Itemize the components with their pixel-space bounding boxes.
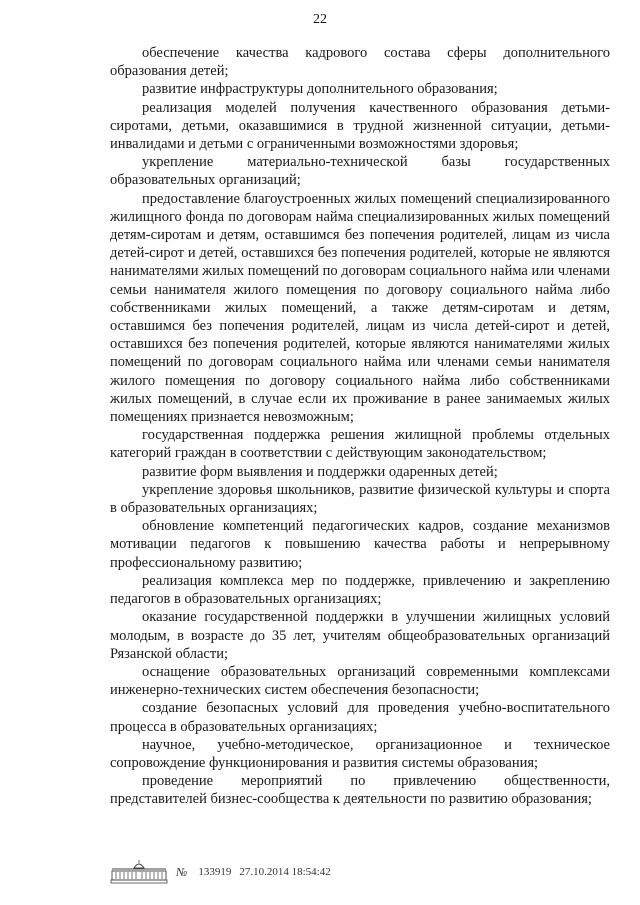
paragraph: обеспечение качества кадрового состава сферы дополнительного образования детей; (110, 45, 610, 80)
paragraph: реализация моделей получения качественного образования детьми-сиротами, детьми, оказавшимися в трудной жизненной ситуации, детьми-инвалидами и детьми с ограниченными возможностями здоровья; (110, 99, 610, 153)
paragraph: развитие форм выявления и поддержки одаренных детей; (142, 463, 498, 480)
paragraph: предоставление благоустроенных жилых помещений специализированного жилищного фонда по договорам найма специализированных жилых помещений детям-сиротам и детям, оставшимся без попечения родителей, лицам из числа детей-сирот и детей, оставшихся без попечения родителей, которые не являются нанимателями жилых помещений по договорам социального найма или членами семьи нанимателя жилого помещения по договору социального найма либо собственниками жилых помещений, а также детям-сиротам и детям, оставшимся без попечения родителей, лицам из числа детей-сирот и детей, оставшихся без попечения родителей, которые являются нанимателями жилых помещений по договорам социального найма или членами семьи нанимателя жилого помещения по договору социального найма либо собственниками жилых помещений, в случае если их проживание в ранее занимаемых жилых помещениях признается невозможным; (110, 190, 610, 426)
document-footer (110, 858, 331, 886)
paragraph: проведение мероприятий по привлечению общественности, представителей бизнес-сообщества к деятельности по развитию образования; (110, 773, 610, 808)
paragraph: укрепление материально-технической базы государственных образовательных организаций; (110, 154, 610, 189)
document-number: 133919 (198, 866, 232, 878)
paragraph: научное, учебно-методическое, организационное и техническое сопровождение функционирования и развития системы образования; (110, 736, 610, 771)
paragraph: государственная поддержка решения жилищной проблемы отдельных категорий граждан в соответствии с действующим законодательством; (110, 427, 610, 462)
document-timestamp: 27.10.2014 18:54:42 (239, 866, 331, 878)
paragraph: развитие инфраструктуры дополнительного образования; (142, 81, 498, 98)
number-sign: № (176, 864, 188, 879)
paragraph: укрепление здоровья школьников, развитие физической культуры и спорта в образовательных организациях; (110, 481, 610, 517)
page-number: 22 (313, 12, 327, 27)
paragraph: оснащение образовательных организаций современными комплексами инженерно-технических систем обеспечения безопасности; (110, 663, 610, 699)
building-emblem-icon (110, 859, 168, 885)
paragraph: реализация комплекса мер по поддержке, привлечению и закреплению педагогов в образовательных организациях; (110, 572, 610, 608)
document-body (110, 44, 610, 809)
paragraph: обновление компетенций педагогических кадров, создание механизмов мотивации педагогов к повышению качества работы и непрерывному профессиональному развитию; (110, 518, 610, 571)
paragraph: создание безопасных условий для проведения учебно-воспитательного процесса в образовательных организациях; (110, 700, 610, 735)
paragraph: оказание государственной поддержки в улучшении жилищных условий молодым, в возрасте до 35 лет, учителям общеобразовательных организаций Рязанской области; (110, 609, 610, 662)
